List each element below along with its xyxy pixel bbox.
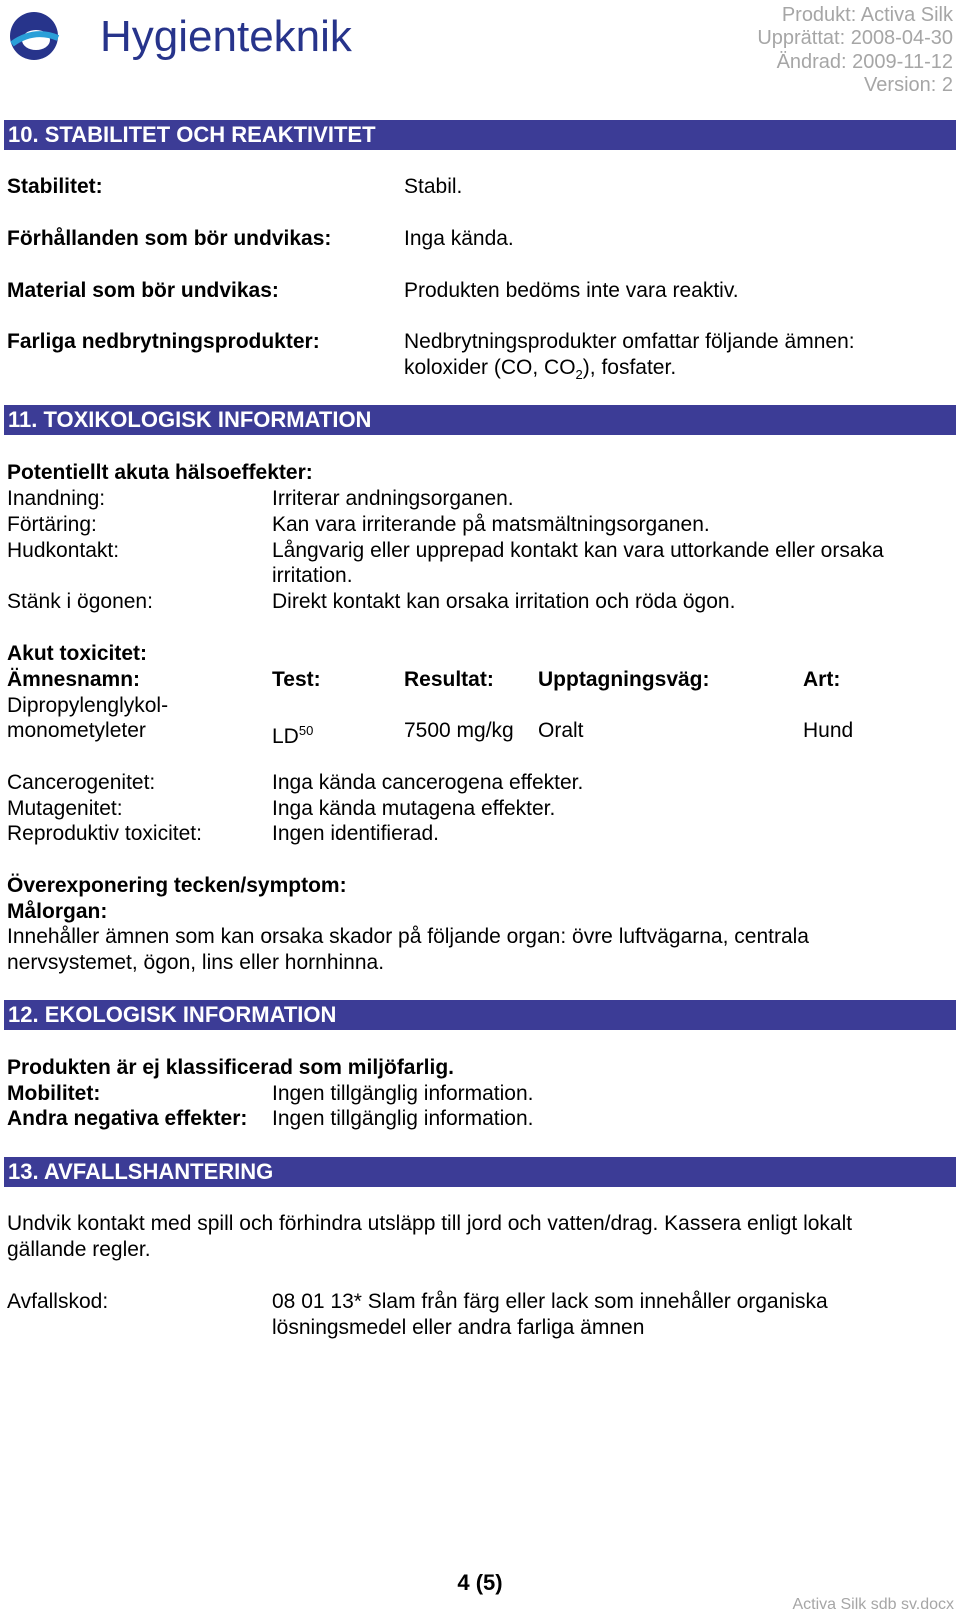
- stability-value: Stabil.: [404, 175, 463, 198]
- skin-contact-value-line2: irritation.: [272, 564, 353, 587]
- meta-created: Upprättat: 2008-04-30: [757, 27, 953, 49]
- disposal-text-line1: Undvik kontakt med spill och förhindra utsläpp till jord och vatten/drag. Kassera enligt lokalt: [7, 1212, 853, 1235]
- waste-code-value-line1: 08 01 13* Slam från färg eller lack som innehåller organiska: [272, 1290, 828, 1313]
- carcinogenicity-label: Cancerogenitet:: [7, 771, 156, 794]
- conditions-value: Inga kända.: [404, 227, 514, 250]
- materials-label: Material som bör undvikas:: [7, 279, 279, 302]
- ingestion-value: Kan vara irriterande på matsmältningsorganen.: [272, 513, 710, 536]
- tox-header-result: Resultat:: [404, 668, 494, 691]
- tox-route: Oralt: [538, 719, 584, 742]
- section-13-heading: 13. AVFALLSHANTERING: [8, 1159, 274, 1184]
- decomposition-value: Nedbrytningsprodukter omfattar följande ämnen:: [404, 330, 855, 353]
- materials-value: Produkten bedöms inte vara reaktiv.: [404, 279, 739, 302]
- acute-toxicity-heading: Akut toxicitet:: [7, 642, 148, 665]
- tox-substance-line1: Dipropylenglykol-: [7, 694, 169, 717]
- conditions-label: Förhållanden som bör undvikas:: [7, 227, 332, 250]
- tox-test: LD$^{50}$: [272, 723, 314, 748]
- mobility-value: Ingen tillgänglig information.: [272, 1082, 534, 1105]
- meta-changed: Ändrad: 2009-11-12: [776, 51, 953, 73]
- section-12-heading: 12. EKOLOGISK INFORMATION: [8, 1002, 337, 1027]
- skin-contact-value: Långvarig eller upprepad kontakt kan vara uttorkande eller orsaka: [272, 539, 884, 562]
- section-12-heading-bar: [4, 1000, 956, 1030]
- tox-species: Hund: [803, 719, 854, 742]
- inhalation-label: Inandning:: [7, 487, 106, 510]
- target-organ-heading: Målorgan:: [7, 900, 108, 923]
- overexposure-heading: Överexponering tecken/symptom:: [7, 874, 347, 897]
- waste-code-label: Avfallskod:: [7, 1290, 109, 1313]
- other-effects-value: Ingen tillgänglig information.: [272, 1107, 534, 1130]
- section-10-heading: 10. STABILITET OCH REAKTIVITET: [8, 122, 376, 147]
- meta-version: Version: 2: [864, 74, 953, 96]
- stability-label: Stabilitet:: [7, 175, 103, 198]
- section-10-heading-bar: [4, 120, 956, 150]
- target-organ-text-line1: Innehåller ämnen som kan orsaka skador på följande organ: övre luftvägarna, centrala: [7, 925, 809, 948]
- target-organ-text-line2: nervsystemet, ögon, lins eller hornhinna.: [7, 951, 385, 974]
- decomposition-value-line2: koloxider (CO, $CO_2$), fosfater.: [404, 356, 677, 383]
- carcinogenicity-value: Inga kända cancerogena effekter.: [272, 771, 584, 794]
- mobility-label: Mobilitet:: [7, 1082, 101, 1105]
- section-13-heading-bar: [4, 1157, 956, 1187]
- reproductive-toxicity-value: Ingen identifierad.: [272, 822, 439, 845]
- tox-substance-line2: monometyleter: [7, 719, 146, 742]
- section-11-heading: 11. TOXIKOLOGISK INFORMATION: [8, 407, 372, 432]
- page-number: 4 (5): [457, 1570, 503, 1595]
- mutagenicity-value: Inga kända mutagena effekter.: [272, 797, 556, 820]
- other-effects-label: Andra negativa effekter:: [7, 1107, 248, 1130]
- eye-contact-label: Stänk i ögonen:: [7, 590, 153, 613]
- inhalation-value: Irriterar andningsorganen.: [272, 487, 514, 510]
- tox-result: 7500 mg/kg: [404, 719, 514, 742]
- logo-mark-icon: [8, 6, 88, 66]
- tox-header-route: Upptagningsväg:: [538, 668, 710, 691]
- logo-text: Hygienteknik: [100, 12, 352, 61]
- skin-contact-label: Hudkontakt:: [7, 539, 120, 562]
- document-filename: Activa Silk sdb sv.docx: [792, 1596, 954, 1613]
- acute-effects-heading: Potentiellt akuta hälsoeffekter:: [7, 461, 313, 484]
- reproductive-toxicity-label: Reproduktiv toxicitet:: [7, 822, 202, 845]
- company-logo: [8, 6, 352, 66]
- tox-header-substance: Ämnesnamn:: [7, 668, 141, 691]
- eye-contact-value: Direkt kontakt kan orsaka irritation och röda ögon.: [272, 590, 736, 613]
- tox-header-test: Test:: [272, 668, 321, 691]
- meta-product: Produkt: Activa Silk: [781, 4, 953, 26]
- tox-header-species: Art:: [803, 668, 841, 691]
- waste-code-value-line2: lösningsmedel eller andra farliga ämnen: [272, 1316, 645, 1339]
- section-11-heading-bar: [4, 405, 956, 435]
- disposal-text-line2: gällande regler.: [7, 1238, 151, 1261]
- environment-classification: Produkten är ej klassificerad som miljöfarlig.: [7, 1056, 454, 1079]
- ingestion-label: Förtäring:: [7, 513, 97, 536]
- mutagenicity-label: Mutagenitet:: [7, 797, 123, 820]
- decomposition-label: Farliga nedbrytningsprodukter:: [7, 330, 320, 353]
